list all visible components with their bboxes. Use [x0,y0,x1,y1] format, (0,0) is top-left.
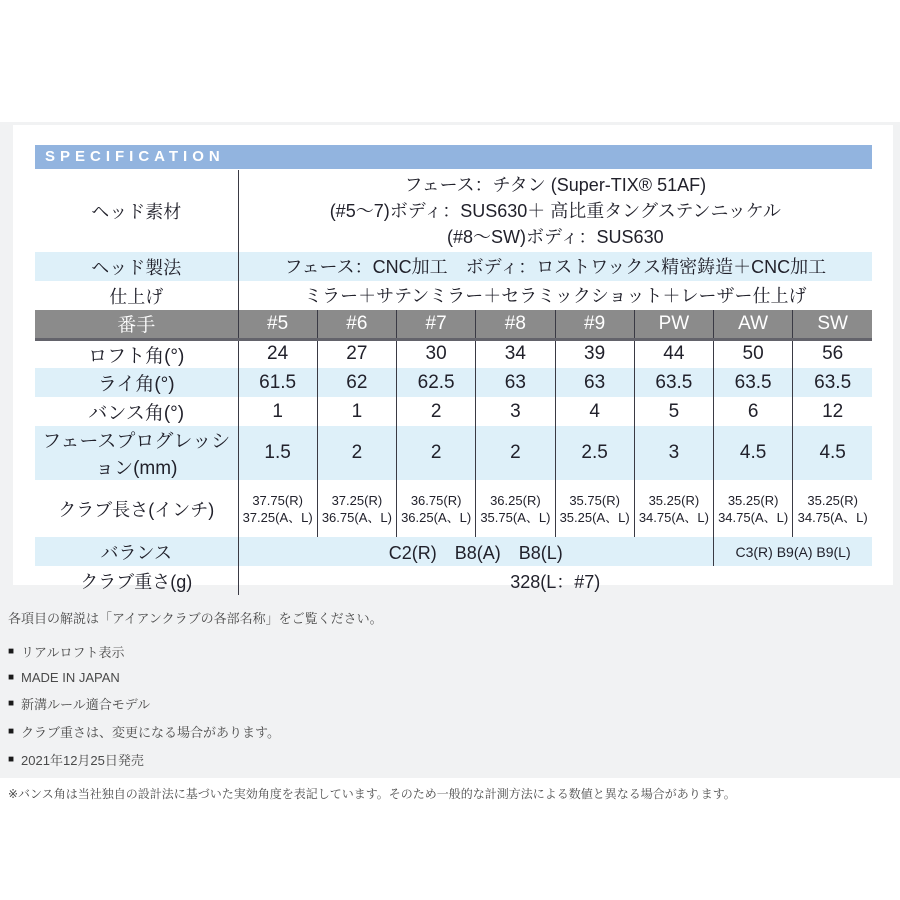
club-number-cell: #7 [397,310,476,339]
note-item [8,642,888,661]
club-length-line: 35.25(R) [807,492,858,508]
club-length-line: 37.75(R) [252,492,303,508]
spec-value-cell: 2 [476,426,555,480]
balance-aw-sw-value: C3(R) B9(A) B9(L) [714,537,873,566]
info-line: (#8～SW)ボディ：SUS630 [446,227,664,247]
info-row-label: ヘッド製法 [35,252,238,281]
club-number-cell: AW [714,310,793,339]
spec-value-cell: 5 [634,397,713,426]
note-item [8,694,888,713]
spec-value-cell: 63.5 [793,368,872,397]
info-row-value [238,252,872,281]
club-length-cell [714,480,793,537]
spec-value-cell: 3 [476,397,555,426]
notes-bullet-list [8,642,888,769]
square-bullet-icon: ■ [8,698,15,709]
spec-row-label: バンス角(°) [88,403,185,424]
spec-value-cell: 62 [317,368,396,397]
spec-value-cell: 2 [317,426,396,480]
section-title: SPECIFICATION [35,145,872,169]
club-length-line: 35.25(R) [648,492,700,508]
club-length-line: 36.75(A、L) [321,509,392,525]
spec-value-cell: 3 [634,426,713,480]
spec-value-cell: 30 [397,339,476,368]
note-item [8,722,888,741]
note-text: リアルロフト表示 [21,645,125,660]
notes [8,608,888,802]
club-length-cell [555,480,634,537]
spec-value-cell: 4 [555,397,634,426]
info-row [35,170,872,252]
info-row-value [238,281,872,310]
club-number-cell: PW [634,310,713,339]
info-line: ミラー＋サテンミラー＋セラミックショット＋レーザー仕上げ [304,285,807,306]
square-bullet-icon: ■ [8,754,15,765]
square-bullet-icon: ■ [8,726,15,737]
spec-value-cell: 4.5 [714,426,793,480]
spec-value-cell: 1 [238,397,317,426]
spec-value-cell: 4.5 [793,426,872,480]
spec-card [13,125,893,592]
content-band [0,122,900,801]
bounce-angle-footnote: ※バンス角は当社独自の設計法に基づいた実効角度を表記しています。そのため一般的な計測方法による数値と異なる場合があります。 [8,787,736,801]
spec-value-cell: 2.5 [555,426,634,480]
club-length-line: 37.25(R) [331,492,383,508]
club-length-label: クラブ長さ(インチ) [58,499,215,520]
spec-value-cell: 24 [238,339,317,368]
spec-table [35,170,872,595]
spec-value-cell: 63 [476,368,555,397]
club-length-line: 36.25(R) [490,492,541,508]
spec-value-cell: 56 [793,339,872,368]
spec-value-cell: 1.5 [238,426,317,480]
info-row-label: ヘッド素材 [91,202,182,222]
spec-row [35,397,872,426]
club-length-line: 34.75(A、L) [797,509,868,525]
spec-value-cell: 34 [476,339,555,368]
spec-row [35,426,872,480]
club-length-cell [238,480,317,537]
club-weight-value: 328(L：#7) [238,566,872,595]
spec-row-label: フェースプログレッション(mm) [35,426,238,480]
spec-value-cell: 39 [555,339,634,368]
square-bullet-icon: ■ [8,646,15,657]
note-text: 新溝ルール適合モデル [21,697,151,712]
note-item [8,670,888,685]
info-line: (#5～7)ボディ：SUS630＋ 高比重タングステンニッケル [329,201,781,221]
square-bullet-icon: ■ [8,672,15,683]
info-line: フェース：チタン (Super-TIX® 51AF) [404,175,707,195]
spec-value-cell: 12 [793,397,872,426]
info-row-value [238,170,872,252]
club-number-cell: #8 [476,310,555,339]
spec-value-cell: 62.5 [397,368,476,397]
club-length-line: 34.75(A、L) [638,509,709,525]
club-length-cell [317,480,396,537]
club-length-line: 35.25(R) [727,492,779,508]
spec-value-cell: 1 [317,397,396,426]
spec-value-cell: 50 [714,339,793,368]
spec-table-body [35,170,872,595]
club-length-line: 35.75(R) [569,492,620,508]
club-length-line: 35.75(A、L) [480,509,551,525]
club-weight-label: クラブ重さ(g) [80,571,193,592]
balance-main-value: C2(R) B8(A) B8(L) [238,537,714,566]
spec-value-cell: 44 [634,339,713,368]
club-number-header-row [35,310,872,339]
balance-label: バランス [35,537,238,566]
club-length-cell [634,480,713,537]
club-number-cell: #6 [317,310,396,339]
club-length-line: 34.75(A、L) [718,509,789,525]
club-number-cell: SW [793,310,872,339]
info-row [35,252,872,281]
club-number-cell: #9 [555,310,634,339]
club-length-line: 37.25(A、L) [242,509,313,525]
spec-value-cell: 63 [555,368,634,397]
note-item [8,750,888,769]
spec-value-cell: 2 [397,426,476,480]
spec-row [35,339,872,368]
club-length-line: 36.75(R) [410,492,462,508]
spec-row-label: ライ角(°) [35,368,238,397]
spec-value-cell: 2 [397,397,476,426]
club-number-cell: #5 [238,310,317,339]
notes-intro: 各項目の解説は「アイアンクラブの各部名称」をご覧ください。 [8,611,383,626]
spec-value-cell: 61.5 [238,368,317,397]
club-length-line: 36.25(A、L) [401,509,472,525]
club-length-row [35,480,872,537]
spec-value-cell: 27 [317,339,396,368]
club-length-line: 35.25(A、L) [559,509,630,525]
club-weight-row [35,566,872,595]
club-length-cell [397,480,476,537]
balance-row [35,537,872,566]
note-text: クラブ重さは、変更になる場合があります。 [21,725,281,740]
spec-value-cell: 63.5 [634,368,713,397]
spec-value-cell: 63.5 [714,368,793,397]
club-length-cell [476,480,555,537]
info-line: フェース：CNC加工 ボディ：ロストワックス精密鋳造＋CNC加工 [284,256,827,277]
club-number-label: 番手 [35,310,238,339]
note-text: 2021年12月25日発売 [21,753,144,768]
info-row-label: 仕上げ [109,286,164,307]
info-row [35,281,872,310]
note-text: MADE IN JAPAN [21,670,120,685]
spec-row [35,368,872,397]
spec-row-label: ロフト角(°) [88,345,185,367]
club-length-cell [793,480,872,537]
spec-value-cell: 6 [714,397,793,426]
